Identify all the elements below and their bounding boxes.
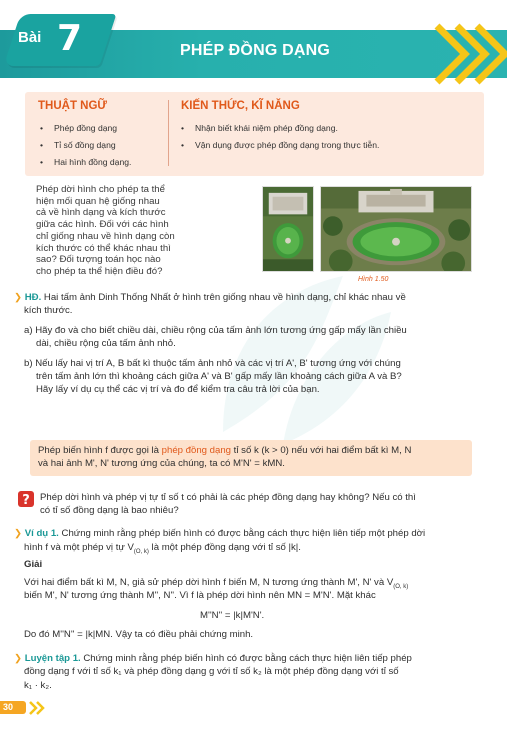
- intro-paragraph: Phép dời hình cho phép ta thể hiện mối quan hệ giống nhau cả về hình dạng và kích thước giữa các hình. Đối với các hình chỉ giống nhau về hình dạng còn kích thước có thể khác nhau thì sao? Đối tượng toán học nào cho phép ta thể hiện điều đó?: [36, 184, 175, 277]
- practice-line3: k₁ · k₂.: [24, 680, 52, 691]
- practice-line2: đồng dạng f với tỉ số k₁ và phép đồng dạng g với tỉ số k₂ là một phép đồng dạng với tỉ số: [24, 666, 399, 677]
- page-chevron-icon: [28, 700, 50, 716]
- activity-b: b) Nếu lấy hai vị trí A, B bất kì thuộc tấm ảnh nhỏ và các vị trí A', B' tương ứng với chúng: [24, 358, 401, 369]
- terms-heading: THUẬT NGỮ: [38, 100, 107, 112]
- large-aerial-photo: [320, 186, 472, 272]
- lesson-title: PHÉP ĐỒNG DẠNG: [179, 42, 331, 59]
- example-heading: ❯ Ví dụ 1. Chứng minh rằng phép biến hình có được bằng cách thực hiện liên tiếp một phép dời: [14, 528, 426, 539]
- definition-text-line2: và hai ảnh M', N' tương ứng của chúng, ta có M'N' = kMN.: [38, 458, 285, 469]
- example-line2: hình f và một phép vị tự $V_{(O, k)}$ là một phép đồng dạng với tỉ số |k|.: [24, 542, 301, 555]
- skill-item: • Nhận biết khái niệm phép đồng dạng.: [195, 123, 338, 133]
- activity-a-cont: dài, chiều rộng của tấm ảnh nhỏ.: [36, 338, 176, 349]
- figure-caption: Hình 1.50: [358, 276, 389, 283]
- page-number: 30: [3, 702, 14, 712]
- lesson-label: Bài: [18, 29, 42, 46]
- small-aerial-photo: [262, 186, 314, 272]
- term-item: • Tỉ số đồng dạng: [54, 140, 116, 150]
- definition-text: Phép biến hình f được gọi là phép đồng dạng tỉ số k (k > 0) nếu với hai điểm bất kì M, N: [38, 445, 412, 456]
- skills-heading: KIẾN THỨC, KĨ NĂNG: [181, 100, 300, 112]
- chevron-decoration-icon: [407, 20, 507, 88]
- solution-label: Giải: [24, 559, 43, 570]
- activity-intro: ❯ HĐ. Hai tấm ảnh Dinh Thống Nhất ở hình trên giống nhau về hình dạng, chỉ khác nhau về: [14, 292, 406, 303]
- terms-divider: [168, 100, 169, 166]
- activity-a: a) Hãy đo và cho biết chiều dài, chiều rộng của tấm ảnh lớn tương ứng gấp mấy lần chiều: [24, 325, 407, 336]
- activity-tag: HĐ.: [24, 292, 42, 303]
- term-item: • Hai hình đồng dạng.: [54, 157, 131, 167]
- svg-text:?: ?: [22, 493, 30, 508]
- solution-formula: M''N'' = |k|M'N'.: [200, 610, 265, 621]
- question-line1: Phép dời hình và phép vị tự tỉ số t có phải là các phép đồng dạng hay không? Nếu có thì: [40, 492, 416, 503]
- activity-b-cont: trên tấm ảnh lớn thì khoảng cách giữa A' và B' gấp mấy lần khoảng cách giữa A và B?: [36, 371, 402, 382]
- chevron-right-icon: ❯: [14, 292, 23, 303]
- chevron-right-icon: ❯: [14, 653, 23, 664]
- skill-item: • Vận dụng được phép đồng dạng trong thực tiễn.: [195, 140, 379, 150]
- solution-conclusion: Do đó M''N'' = |k|MN. Vậy ta có điều phải chứng minh.: [24, 629, 254, 640]
- lesson-number: 7: [57, 18, 83, 59]
- solution-line1: Với hai điểm bất kì M, N, giả sử phép dời hình f biến M, N tương ứng thành M', N' và $V_{(O, k)}$: [24, 577, 409, 590]
- question-line2: có tỉ số đồng dạng là bao nhiêu?: [40, 505, 179, 516]
- question-icon: [17, 490, 35, 508]
- practice-heading: ❯ Luyện tập 1. Chứng minh rằng phép biến hình có được bằng cách thực hiện liên tiếp phép: [14, 653, 412, 664]
- chevron-right-icon: ❯: [14, 528, 23, 539]
- activity-line: kích thước.: [24, 305, 73, 316]
- solution-line2: biến M', N' tương ứng thành M'', N''. Vì f là phép dời hình nên MN = M'N'. Mặt khác: [24, 590, 376, 601]
- term-item: • Phép đồng dạng: [54, 123, 117, 133]
- activity-b-cont2: Hãy lấy ví dụ cụ thể các vị trí và đo để kiểm tra câu trả lời của bạn.: [36, 384, 320, 395]
